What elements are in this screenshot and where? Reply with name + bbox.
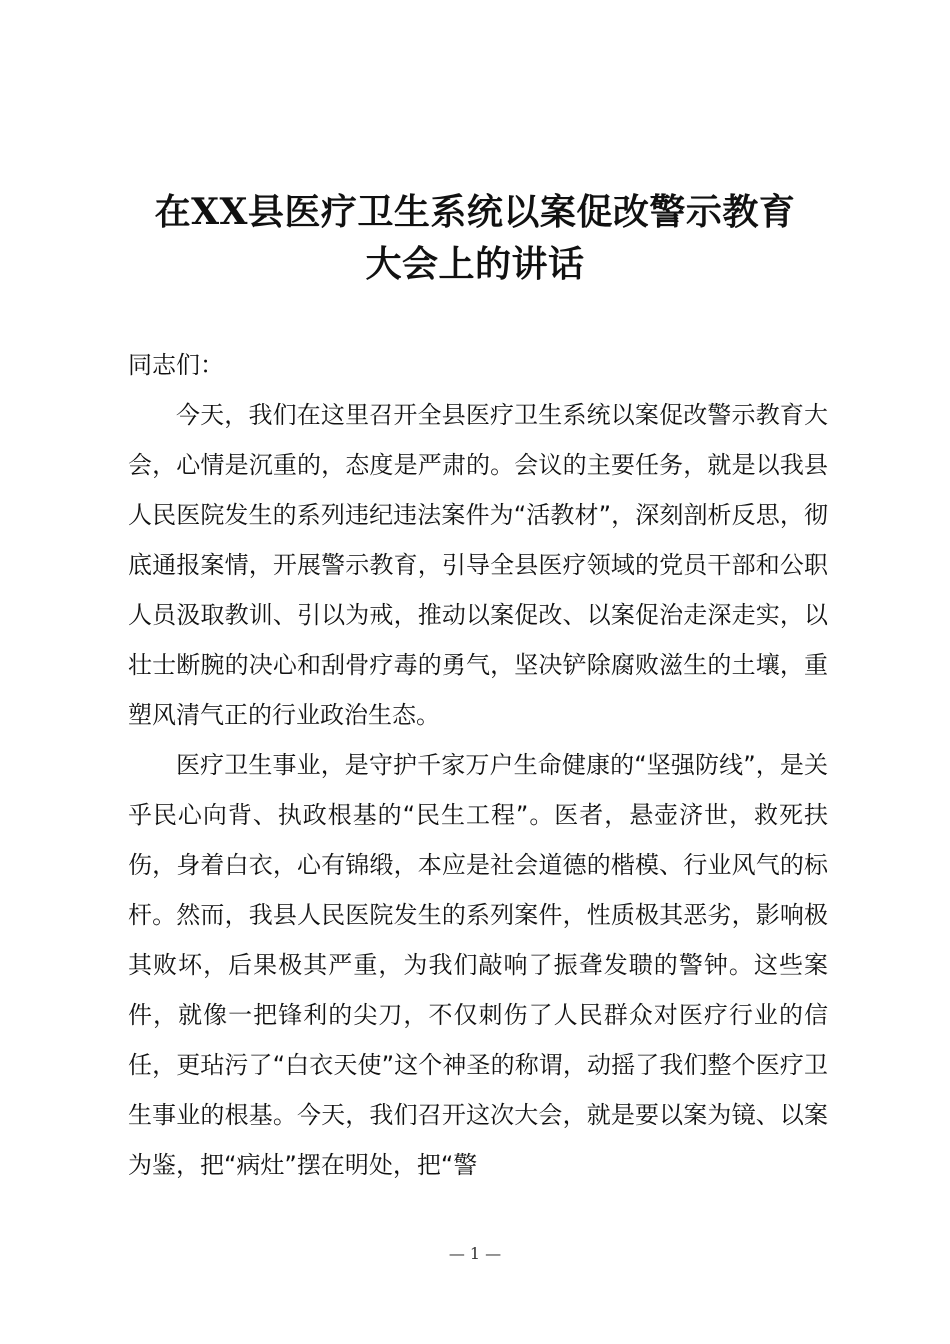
- paragraph: 今天，我们在这里召开全县医疗卫生系统以案促改警示教育大会，心情是沉重的，态度是严肃的。会议的主要任务，就是以我县人民医院发生的系列违纪违法案件为“活教材”，深刻剖析反思，彻底通报案情，开展警示教育，引导全县医疗领域的党员干部和公职人员汲取教训、引以为戒，推动以案促改、以案促治走深走实，以壮士断腕的决心和刮骨疗毒的勇气，坚决铲除腐败滋生的土壤，重塑风清气正的行业政治生态。: [128, 401, 828, 729]
- document-title: [120, 186, 830, 290]
- salutation: 同志们：: [128, 351, 224, 379]
- page-number: — 1 —: [448, 1244, 502, 1263]
- document-body: [128, 340, 828, 1190]
- title-line-2: 大会上的讲话: [365, 243, 585, 285]
- paragraph: 医疗卫生事业，是守护千家万户生命健康的“坚强防线”，是关乎民心向背、执政根基的“民生工程”。医者，悬壶济世，救死扶伤，身着白衣，心有锦缎，本应是社会道德的楷模、行业风气的标杆。然而，我县人民医院发生的系列案件，性质极其恶劣，影响极其败坏，后果极其严重，为我们敲响了振聋发聩的警钟。这些案件，就像一把锋利的尖刀，不仅刺伤了人民群众对医疗行业的信任，更玷污了“白衣天使”这个神圣的称谓，动摇了我们整个医疗卫生事业的根基。今天，我们召开这次大会，就是要以案为镜、以案为鉴，把“病灶”摆在明处，把“警: [128, 751, 828, 1179]
- title-line-1: 在XX县医疗卫生系统以案促改警示教育: [154, 191, 796, 233]
